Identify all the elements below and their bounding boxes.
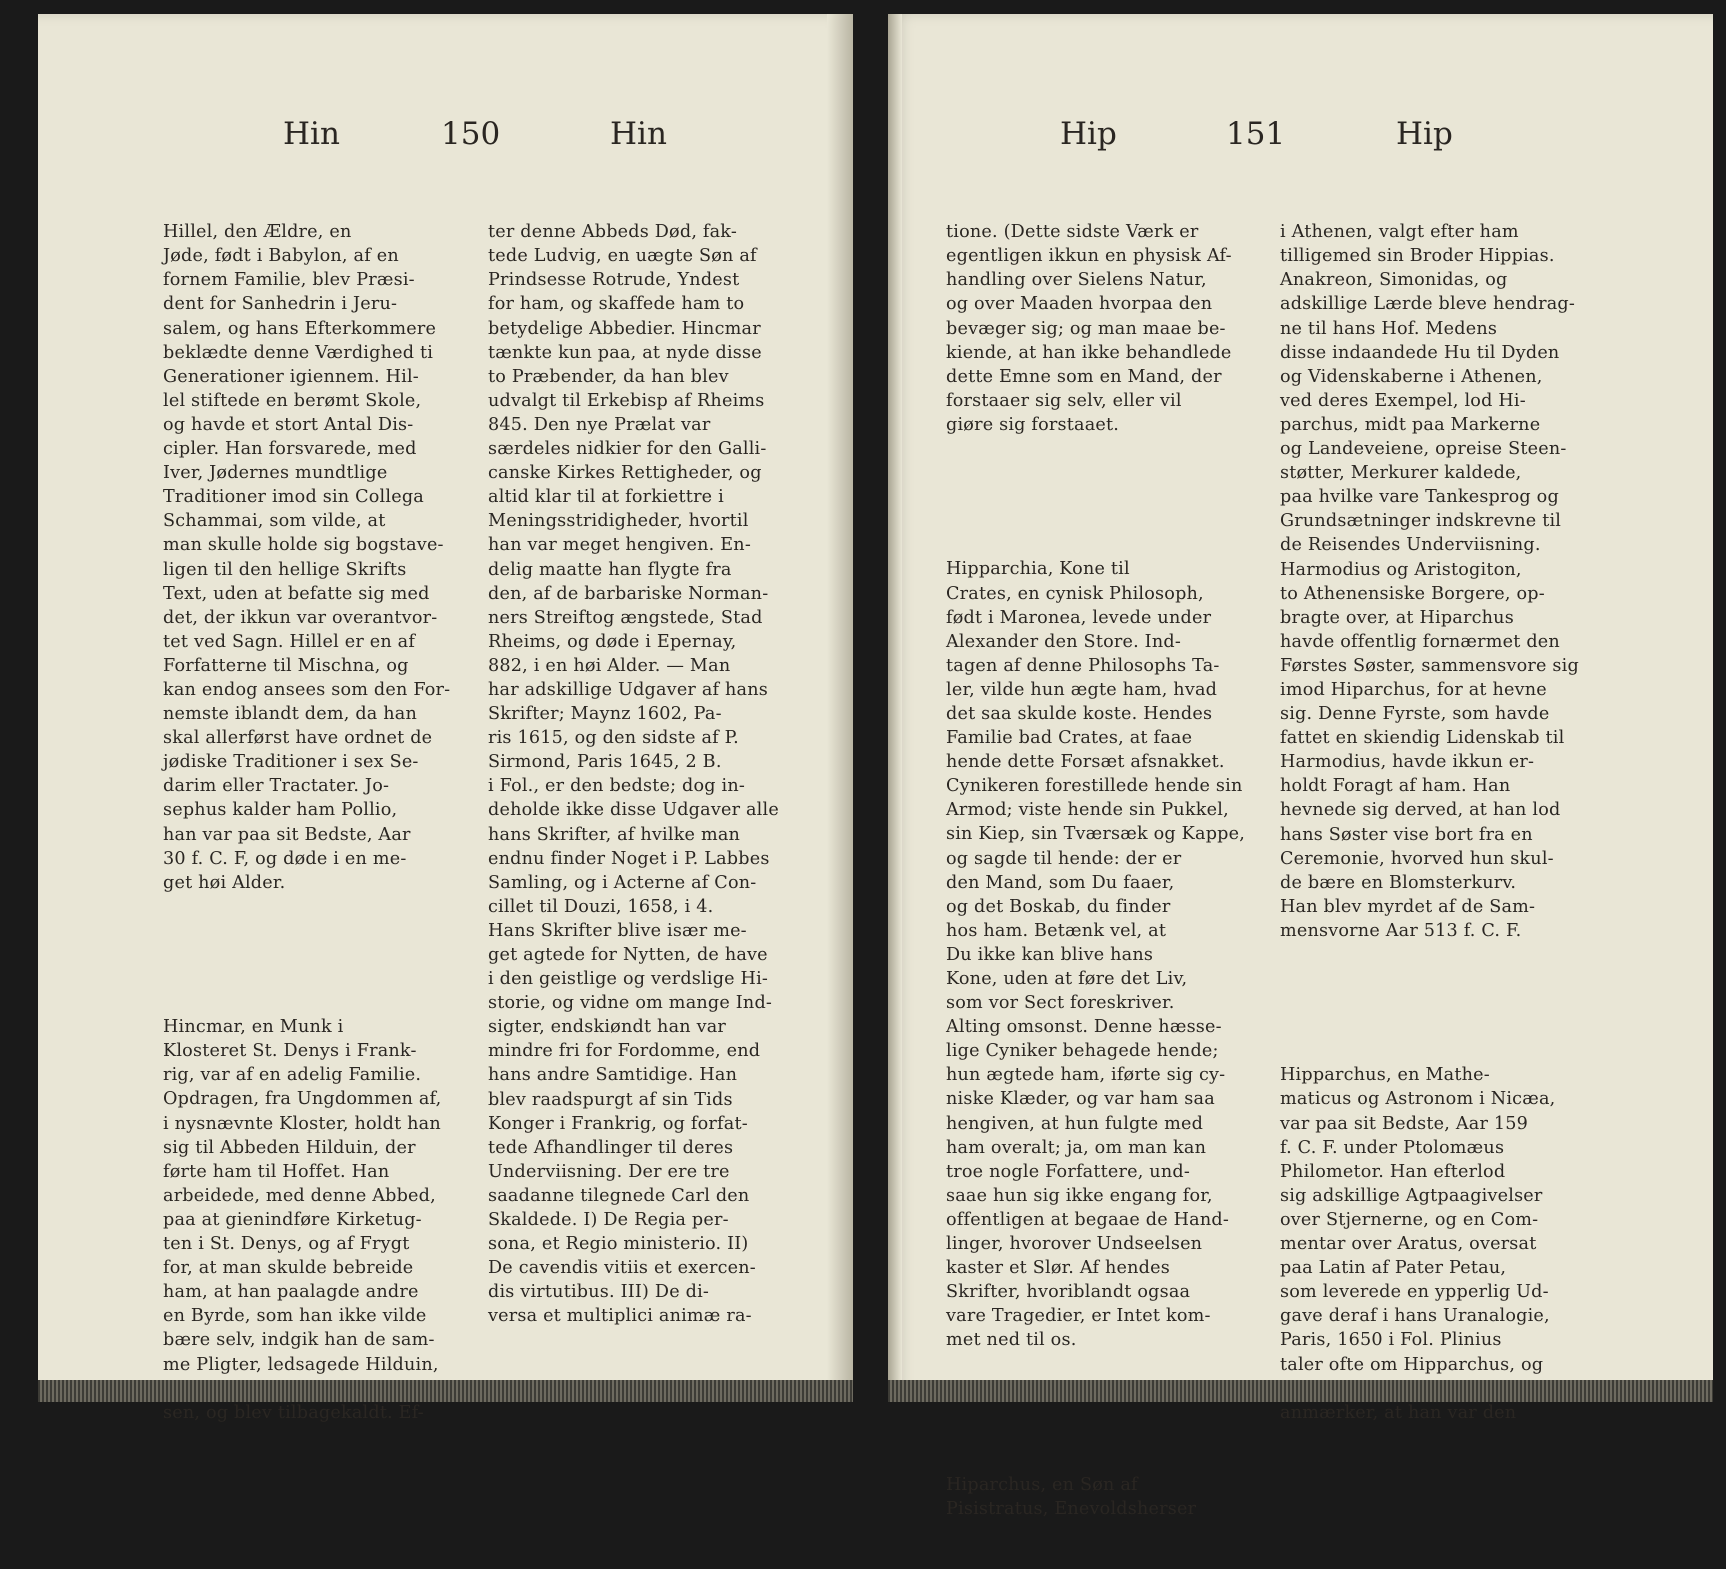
left-page-number: 150 xyxy=(441,116,501,152)
entry-hiparchus-continued: i Athenen, valgt efter ham tilligemed sin Broder Hippias. Anakreon, Simonidas, og adskillige Lærde bleve hendrag- ne til hans Hof. Medens disse indaandede Hu til Dyden og Videnskaberne i Athenen, ved deres Exempel, lod Hi- parchus, midt paa Markerne og Landeveiene, opreise Steen- støtter, Merkurer kaldede, paa hvilke vare Tankesprog og Grundsætninger indskrevne til de Reisendes Underviisning. Harmodius og Aristogiton, to Athenensiske Borgere, op- bragte over, at Hiparchus havde offentlig fornærmet den Førstes Søster, sammensvore sig imod Hiparchus, for at hevne sig. Denne Fyrste, som havde fattet en skiendig Lidenskab til Harmodius, havde ikkun er- holdt Foragt af ham. Han hevnede sig derved, at han lod hans Søster vise bort fra en Ceremonie, hvorved hun skul- de bære en Blomsterkurv. Han blev myrdet af de Sam- mensvorne Aar 513 f. C. F. xyxy=(1280,222,1579,941)
right-head-word-right: Hip xyxy=(1396,116,1453,152)
left-head-word-left: Hin xyxy=(283,116,340,152)
entry-hillel: Hillel, den Ældre, en Jøde, født i Babylon, af en fornem Familie, blev Præsi- dent for Sanhedrin i Jeru- salem, og hans Efterkommere beklædte denne Værdighed ti Generationer igiennem. Hil- lel stiftede en berømt Skole, og havde et stort Antal Dis- cipler. Han forsvarede, med Iver, Jødernes mundtlige Traditioner imod sin Collega Schammai, som vilde, at man skulle holde sig bogstave- ligen til den hellige Skrifts Text, uden at befatte sig med det, der ikkun var overantvor- tet ved Sagn. Hillel er en af Forfatterne til Mischna, og kan endog ansees som den For- nemste iblandt dem, da han skal allerførst have ordnet de jødiske Traditioner i sex Se- darim eller Tractater. Jo- sephus kalder ham Pollio, han var paa sit Bedste, Aar 30 f. C. F, og døde i en me- get høi Alder. xyxy=(163,222,451,893)
entry-hincmar: Hincmar, en Munk i Klosteret St. Denys i Frank- rig, var af en adelig Familie. Opdragen, fra Ungdommen af, i nysnævnte Kloster, holdt han sig til Abbeden Hilduin, der førte ham til Hoffet. Han arbeidede, med denne Abbed, paa at gienindføre Kirketug- ten i St. Denys, og af Frygt for, at man skulde bebreide ham, at han paalagde andre en Byrde, som han ikke vilde bære selv, indgik han de sam- me Pligter, ledsagede Hilduin, sen, og blev tilbagekaldt. Ef- xyxy=(163,1017,442,1423)
right-page-number: 151 xyxy=(1226,116,1286,152)
right-page-gutter xyxy=(888,14,902,1402)
entry-hiparchus: Hiparchus, en Søn af Pisistratus, Enevoldsherser xyxy=(946,1474,1197,1519)
right-column-2 xyxy=(1280,172,1579,1473)
left-column-2 xyxy=(488,172,779,1377)
right-page xyxy=(888,14,1713,1519)
entry-hipparchus-astronomer: Hipparchus, en Mathe- maticus og Astronom i Nicæa, var paa sit Bedste, Aar 159 f. C. F. under Ptolomæus Philometor. Han efterlod sig adskillige Agtpaagivelser over Stjernerne, og en Com- mentar over Aratus, oversat paa Latin af Pater Petau, som leverede en ypperlig Ud- gave deraf i hans Uranalogie, Paris, 1650 i Fol. Plinius taler ofte om Hipparchus, og anmærker, at han var den xyxy=(1280,1065,1556,1423)
left-column-1 xyxy=(163,172,450,1473)
right-running-head xyxy=(888,114,1713,154)
right-column-1 xyxy=(946,172,1245,1569)
right-page-edge xyxy=(888,1380,1713,1402)
left-page xyxy=(38,14,853,1423)
left-head-word-right: Hin xyxy=(610,116,667,152)
left-running-head xyxy=(38,114,853,154)
entry-hincmar-end: tione. (Dette sidste Værk er egentligen ikkun en physisk Af- handling over Sielens Natur, og over Maaden hvorpaa den bevæger sig; og man maae be- kiende, at han ikke behandlede dette Emne som en Mand, der forstaaer sig selv, eller vil giøre sig forstaaet. xyxy=(946,222,1232,435)
entry-hincmar-continued: ter denne Abbeds Død, fak- tede Ludvig, en uægte Søn af Prindsesse Rotrude, Yndest for ham, og skaffede ham to betydelige Abbedier. Hincmar tænkte kun paa, at nyde disse to Præbender, da han blev udvalgt til Erkebisp af Rheims 845. Den nye Prælat var særdeles nidkier for den Galli- canske Kirkes Rettigheder, og altid klar til at forkiettre i Meningsstridigheder, hvortil han var meget hengiven. En- delig maatte han flygte fra den, af de barbariske Norman- ners Streiftog ængstede, Stad Rheims, og døde i Epernay, 882, i en høi Alder. — Man har adskillige Udgaver af hans Skrifter; Maynz 1602, Pa- ris 1615, og den sidste af P. Sirmond, Paris 1645, 2 B. i Fol., er den bedste; dog in- deholde ikke disse Udgaver alle hans Skrifter, af hvilke man endnu finder Noget i P. Labbes Samling, og i Acterne af Con- cillet til Douzi, 1658, i 4. Hans Skrifter blive især me- get agtede for Nytten, de have i den geistlige og verdslige Hi- storie, og vidne om mange Ind- sigter, endskiøndt han var mindre fri for Fordomme, end hans andre Samtidige. Han blev raadspurgt af sin Tids Konger i Frankrig, og forfat- tede Afhandlinger til deres Underviisning. Der ere tre saadanne tilegnede Carl den Skaldede. I) De Regia per- sona, et Regio ministerio. II) De cavendis vitiis et exercen- dis virtutibus. III) De di- versa et multiplici animæ ra- xyxy=(488,222,779,1327)
right-head-word-left: Hip xyxy=(1060,116,1117,152)
entry-hipparchia: Hipparchia, Kone til Crates, en cynisk Philosoph, født i Maronea, levede under Alexander den Store. Ind- tagen af denne Philosophs Ta- ler, vilde hun ægte ham, hvad det saa skulde koste. Hendes Familie bad Crates, at faae hende dette Forsæt afsnakket. Cynikeren forestillede hende sin Armod; viste hende sin Pukkel, sin Kiep, sin Tværsæk og Kappe, og sagde til hende: der er den Mand, som Du faaer, og det Boskab, du finder hos ham. Betænk vel, at Du ikke kan blive hans Kone, uden at føre det Liv, som vor Sect foreskriver. Alting omsonst. Denne hæsse- lige Cyniker behagede hende; hun ægtede ham, iførte sig cy- niske Klæder, og var ham saa hengiven, at hun fulgte med ham overalt; ja, om man kan troe nogle Forfattere, und- saae hun sig ikke engang for, offentligen at begaae de Hand- linger, hvorover Undseelsen kaster et Slør. Af hendes Skrifter, hvoriblandt ogsaa vare Tragedier, er Intet kom- met ned til os. xyxy=(946,559,1246,1351)
left-page-edge xyxy=(38,1380,853,1402)
left-page-gutter xyxy=(827,14,853,1402)
